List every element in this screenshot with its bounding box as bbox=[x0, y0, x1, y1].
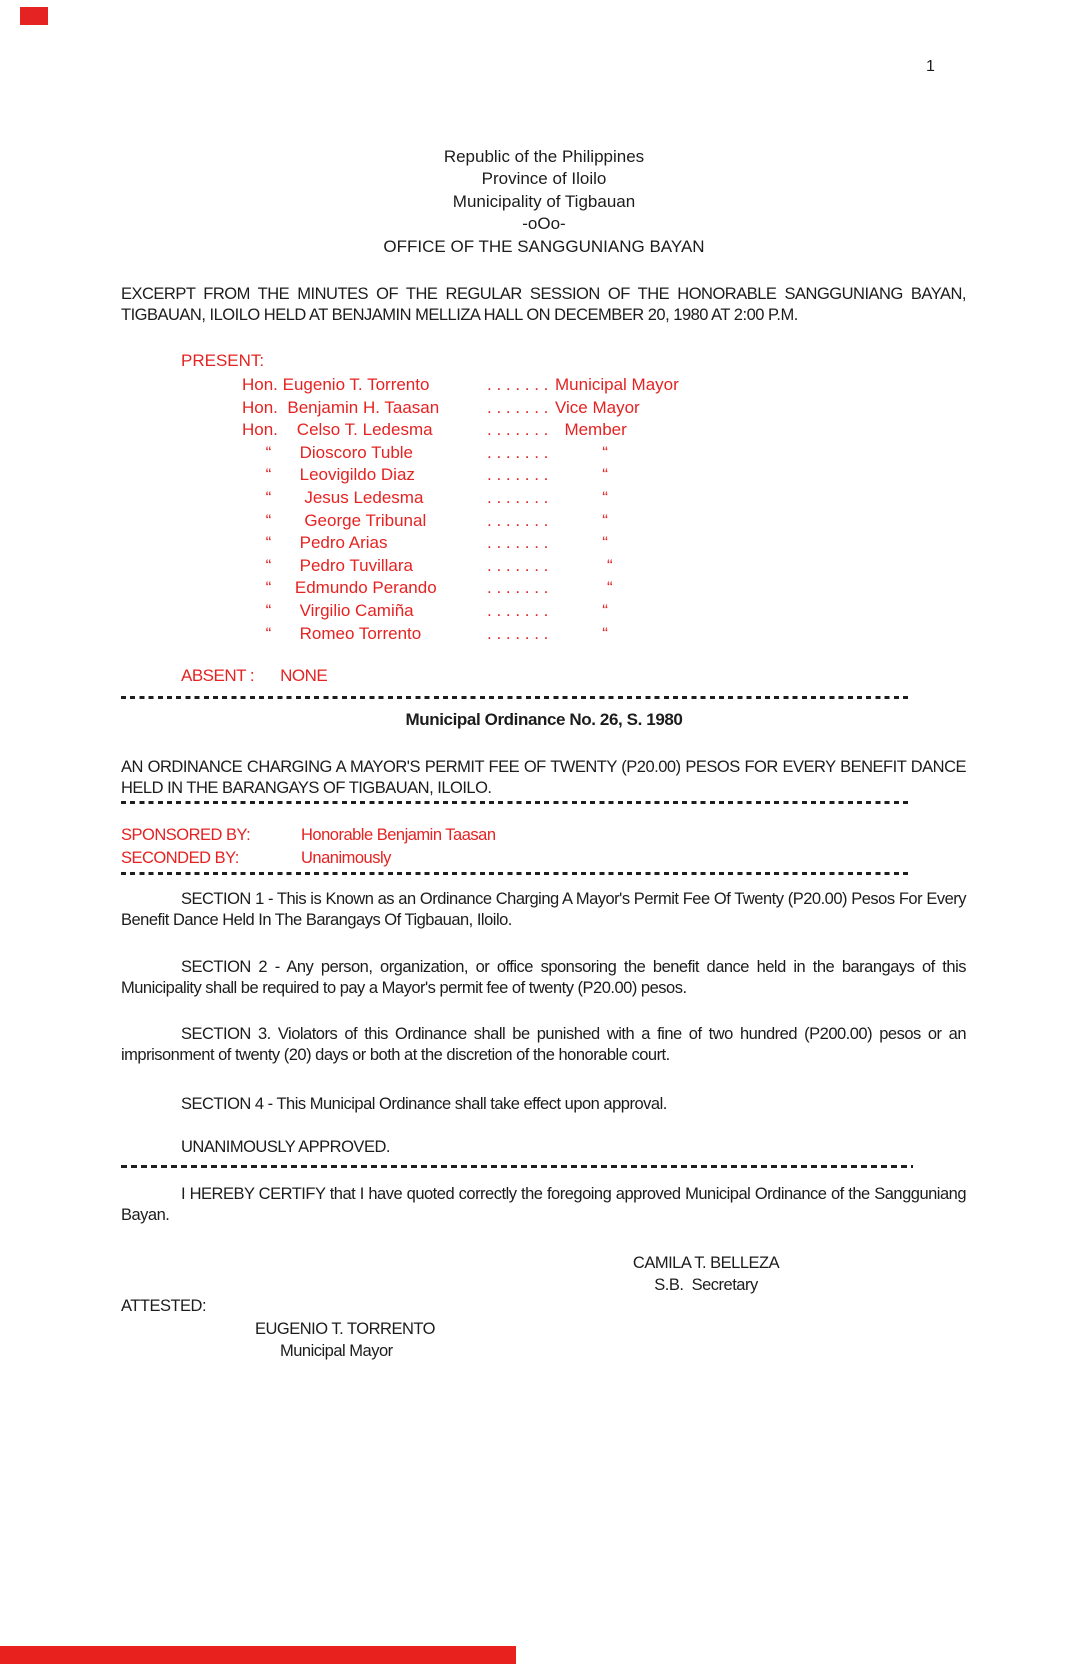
certification-paragraph: I HEREBY CERTIFY that I have quoted correctly the foregoing approved Municipal Ordinance of the Sangguniang Bayan. bbox=[121, 1185, 966, 1224]
attested-label: ATTESTED: bbox=[121, 1297, 207, 1315]
member-title: “ bbox=[555, 487, 608, 507]
dotted-leader: . . . . . . . bbox=[487, 487, 549, 507]
mayor-name: EUGENIO T. TORRENTO bbox=[255, 1320, 435, 1338]
section-3-paragraph: SECTION 3. Violators of this Ordinance shall be punished with a fine of two hundred (P200.00) pesos or an imprisonment of twenty (20) days or both at the discretion of the honorable court. bbox=[121, 1025, 966, 1064]
dotted-leader: . . . . . . . bbox=[487, 600, 549, 620]
member-name: “ Dioscoro Tuble bbox=[242, 442, 414, 462]
absent-line bbox=[181, 666, 327, 686]
member-name: “ Edmundo Perando bbox=[242, 578, 437, 598]
secretary-name: CAMILA T. BELLEZA bbox=[632, 1254, 780, 1272]
member-row bbox=[242, 397, 679, 420]
sponsored-by-label: SPONSORED BY: bbox=[121, 826, 251, 844]
absent-value: NONE bbox=[280, 666, 328, 685]
header-republic-line: Republic of the Philippines bbox=[443, 147, 645, 166]
ordinance-description: AN ORDINANCE CHARGING A MAYOR'S PERMIT FEE OF TWENTY (P20.00) PESOS FOR EVERY BENEFIT DANCE HELD IN THE BARANGAYS OF TIGBAUAN, ILOILO. bbox=[121, 758, 966, 797]
member-name: “ Romeo Torrento bbox=[242, 623, 422, 643]
member-row bbox=[242, 374, 679, 397]
member-title: “ bbox=[555, 578, 613, 598]
secretary-title: S.B. Secretary bbox=[654, 1276, 758, 1294]
member-title: “ bbox=[555, 465, 608, 485]
dotted-leader: . . . . . . . bbox=[487, 420, 549, 440]
seconded-by-line bbox=[121, 847, 966, 869]
member-title: “ bbox=[555, 533, 608, 553]
member-row bbox=[242, 464, 679, 487]
dotted-leader: . . . . . . . bbox=[487, 465, 549, 485]
dotted-leader: . . . . . . . bbox=[487, 623, 549, 643]
secretary-signature-block bbox=[551, 1252, 861, 1296]
member-title: “ bbox=[555, 510, 608, 530]
member-row bbox=[242, 623, 679, 646]
member-title: “ bbox=[555, 600, 608, 620]
dotted-leader: . . . . . . . bbox=[487, 375, 549, 394]
excerpt-paragraph: EXCERPT FROM THE MINUTES OF THE REGULAR SESSION OF THE HONORABLE SANGGUNIANG BAYAN, TIGBAUAN, ILOILO HELD AT BENJAMIN MELLIZA HALL ON DECEMBER 20, 1980 AT 2:00 P.M. bbox=[121, 285, 966, 324]
member-title: Municipal Mayor bbox=[555, 375, 679, 394]
member-row bbox=[242, 442, 679, 465]
dashed-divider bbox=[121, 1165, 913, 1168]
section-1-paragraph: SECTION 1 - This is Known as an Ordinance Charging A Mayor's Permit Fee Of Twenty (P20.00) Pesos For Every Benefit Dance Held In The Barangays Of Tigbauan, Iloilo. bbox=[121, 890, 966, 929]
sponsored-by-value: Honorable Benjamin Taasan bbox=[301, 826, 496, 844]
red-corner-mark bbox=[20, 7, 48, 25]
member-row bbox=[242, 577, 679, 600]
member-name: “ Leovigildo Diaz bbox=[242, 465, 415, 485]
member-name: “ Jesus Ledesma bbox=[242, 487, 424, 507]
dashed-divider bbox=[121, 696, 911, 699]
dashed-divider bbox=[121, 872, 911, 875]
page-number: 1 bbox=[926, 58, 935, 75]
header-municipality-line: Municipality of Tigbauan bbox=[452, 191, 636, 211]
mayor-title: Municipal Mayor bbox=[280, 1342, 393, 1360]
member-name: “ George Tribunal bbox=[242, 510, 427, 530]
member-row bbox=[242, 487, 679, 510]
dashed-divider bbox=[121, 801, 911, 804]
member-name: Hon. Celso T. Ledesma bbox=[242, 420, 433, 440]
section-2-paragraph: SECTION 2 - Any person, organization, or office sponsoring the benefit dance held in the barangays of this Municipality shall be required to pay a Mayor's permit fee of twenty (P20.00) pesos. bbox=[121, 958, 966, 997]
header-province-line: Province of Iloilo bbox=[481, 169, 607, 189]
member-title: Member bbox=[555, 420, 627, 440]
member-title: “ bbox=[555, 555, 613, 575]
member-row bbox=[242, 600, 679, 623]
ordinance-title: Municipal Ordinance No. 26, S. 1980 bbox=[405, 710, 683, 729]
seconded-by-label: SECONDED BY: bbox=[121, 849, 239, 867]
present-members-list bbox=[242, 374, 679, 645]
dotted-leader: . . . . . . . bbox=[487, 397, 549, 417]
member-name: “ Pedro Arias bbox=[242, 533, 388, 553]
dotted-leader: . . . . . . . bbox=[487, 578, 549, 598]
member-name: Hon. Benjamin H. Taasan bbox=[242, 397, 440, 417]
header-ooo-separator: -oOo- bbox=[522, 214, 566, 234]
dotted-leader: . . . . . . . bbox=[487, 555, 549, 575]
member-row bbox=[242, 555, 679, 578]
member-name: “ Virgilio Camiña bbox=[242, 600, 414, 620]
header-office-line: OFFICE OF THE SANGGUNIANG BAYAN bbox=[383, 236, 705, 256]
member-title: “ bbox=[555, 442, 608, 462]
sponsored-by-line bbox=[121, 824, 966, 846]
member-name: “ Pedro Tuvillara bbox=[242, 555, 414, 575]
red-footer-bar bbox=[0, 1646, 516, 1664]
member-row bbox=[242, 510, 679, 533]
member-name: Hon. Eugenio T. Torrento bbox=[242, 375, 430, 394]
document-header bbox=[0, 146, 1088, 258]
present-label: PRESENT: bbox=[181, 351, 265, 370]
section-4-paragraph: SECTION 4 - This Municipal Ordinance shall take effect upon approval. bbox=[181, 1095, 667, 1113]
member-row bbox=[242, 532, 679, 555]
approval-line: UNANIMOUSLY APPROVED. bbox=[181, 1138, 390, 1156]
dotted-leader: . . . . . . . bbox=[487, 442, 549, 462]
member-title: “ bbox=[555, 623, 608, 643]
dotted-leader: . . . . . . . bbox=[487, 510, 549, 530]
absent-label: ABSENT : bbox=[181, 666, 255, 685]
member-title: Vice Mayor bbox=[555, 397, 640, 417]
seconded-by-value: Unanimously bbox=[301, 849, 391, 867]
dotted-leader: . . . . . . . bbox=[487, 533, 549, 553]
member-row bbox=[242, 419, 679, 442]
